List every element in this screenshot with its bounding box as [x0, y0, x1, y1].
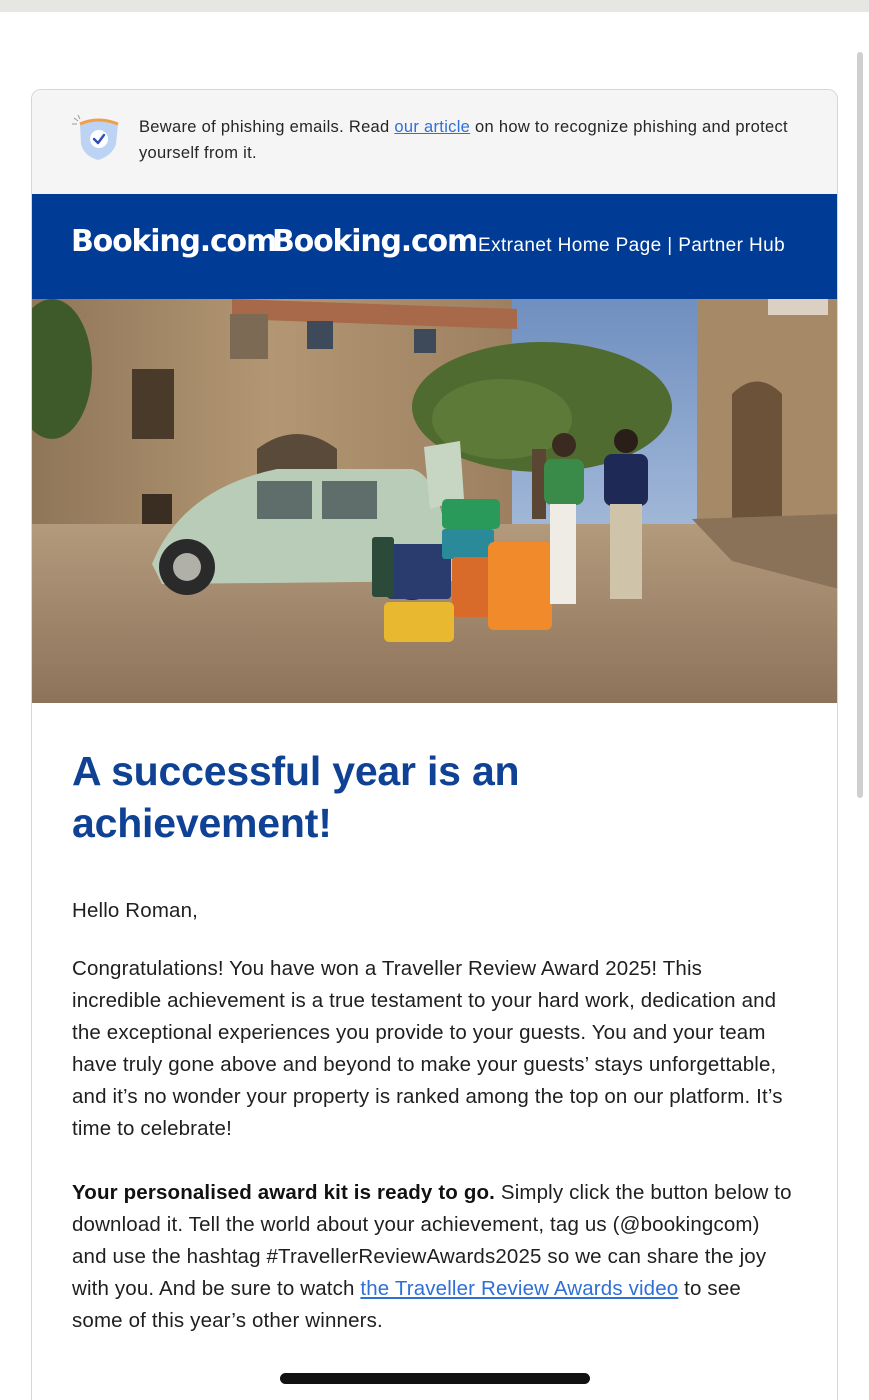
phishing-notice-text [139, 114, 789, 166]
awards-video-link[interactable]: the Traveller Review Awards video [360, 1277, 679, 1300]
brand-header [32, 194, 837, 299]
booking-logo-secondary[interactable]: Booking.com [272, 224, 478, 259]
phishing-notice [32, 90, 837, 194]
headline: A successful year is an achievement! [72, 748, 520, 846]
home-indicator[interactable] [280, 1373, 590, 1384]
hero-photo [32, 299, 837, 703]
email-card [31, 89, 838, 1400]
notice-text-start: Beware of phishing emails. Read [139, 118, 395, 136]
award-kit-text: Simply click the button below to download it. Tell the world about your achievement, tag us (@bookingcom) and use the hashtag #TravellerReviewAwards2025 so we can share the joy with you. And be sure to watch [72, 1181, 792, 1300]
award-kit-paragraph [72, 1177, 797, 1337]
greeting: Hello Roman, [72, 899, 198, 922]
our-article-link[interactable]: our article [394, 118, 471, 136]
award-kit-end: to see some of this year’s other winners. [72, 1277, 741, 1332]
booking-logo[interactable]: Booking.com [71, 224, 277, 259]
header-nav-links[interactable]: Extranet Home Page | Partner Hub [478, 235, 786, 256]
congratulations-paragraph: Congratulations! You have won a Traveller Review Award 2025! This incredible achievement is a true testament to your hard work, dedication and the exceptional experiences you provide to your guests. You and your team have truly gone above and beyond to make your guests’ stays unforgettable, and it’s no wonder your property is ranked among the top on our platform. It’s time to celebrate! [72, 957, 783, 1140]
award-kit-bold: Your personalised award kit is ready to go. [72, 1181, 496, 1204]
scrollbar[interactable] [857, 52, 863, 798]
email-body [32, 703, 837, 1337]
notice-text-end: on how to recognize phishing and protect yourself from it. [139, 118, 788, 162]
status-bar-strip [0, 0, 869, 12]
shield-check-icon [70, 112, 126, 168]
